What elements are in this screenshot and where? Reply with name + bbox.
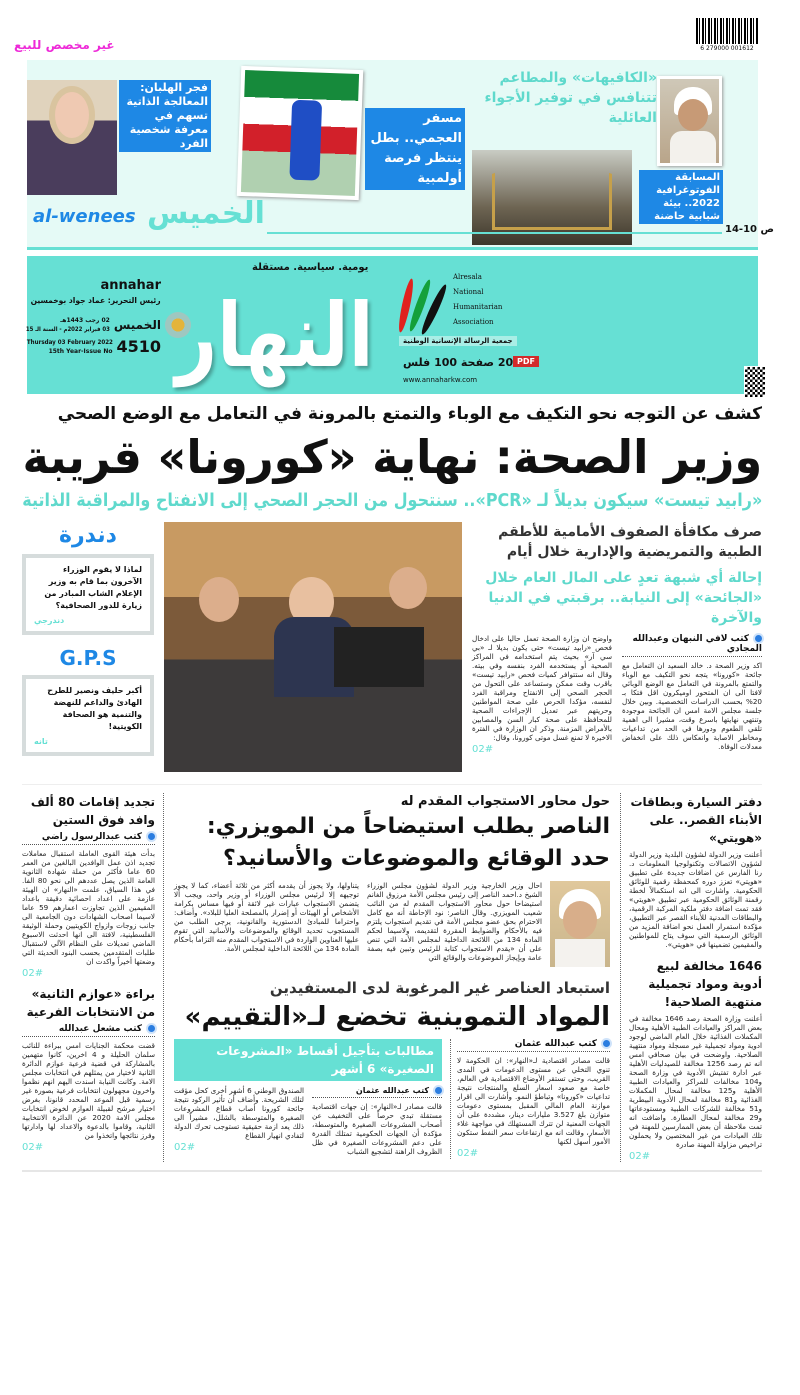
nasser-body-col1: احال وزير الخارجية وزير الدولة لشؤون مجلس الوزراء الشيخ د.احمد الناصر إلى رئيس مجلس الأمة مرزوق الغانم استيضاحا حول محاور الاستجواب المقدم له من النائب شعيب المويزري. وقال الناصر: نود الإحاطة أنه مع كامل الاحترام بحق عضو مجلس الأمة في تقديم استجواب يلتزم فيه بالأحكام والضوابط المقررة لتقديمه، ولاسيما لحكم المادة 134 من اللائحة الداخلية لمجلس الأمة التي تنص على أن «يقدم الاستجواب كتابة للرئيس وتبين فيه بصفة عامة وبإيجاز الموضوعات والوقائع التي (367, 881, 542, 962)
lead-body-col2: واوضح ان وزارة الصحة تعمل حاليا على ادخال فحص «رابيد تيست» حتى يكون بديلا لـ «بي سي آر» بحيث يتم استخدامه في المراكز الصحية أو يستخدمه الفرد بنفسه وفي بيته. وقال انه ستتوافر كميات فحص «رابيد تيست» باقرب وقت ممكن وستساعد على التحول من الحجر الصحي إلى الانفتاح ومراقبة الفرد لنفسه، مؤكدا الحرص على صحة المواطنين وحريتهم عبر تعديل الإجراءات الصحية للمحافظة على صحة كبار السن والمصابين بالأمراض المزمنة. وذكر ان الوزارة في الفترة الاخيرة لا تمنع غسل موتى كورونا، وقال: (472, 634, 612, 742)
bullet-icon (755, 635, 762, 642)
sme-body-col2: الصندوق الوطني 6 أشهر أخرى كحل مؤقت لتلك الشريحة. وأضاف أن تأثير الركود نتيجة جائحة كورونا أصاب قطاع المشروعات الصغيرة والمتوسطة بالشلل، مشيراً الى ذلك يعد ازمة حقيقية تستوجب تحرك الدولة لتفادي انهيار القطاع (174, 1086, 305, 1140)
left-byline-2: كتب مشعل عبدالله (22, 1024, 155, 1037)
pdf-button[interactable]: PDF (513, 356, 539, 367)
center-news-column (174, 793, 610, 1162)
year-issue-en: 15th Year-Issue No (48, 347, 113, 355)
supp-headline-cafes[interactable]: «الكافيهات» والمطاعم تتنافس في توفير الأجواء العائلية (484, 70, 657, 126)
lead-subhead: «رابيد تيست» سيكون بديلاً لـ «PCR».. سنتحول من الحجر الصحي إلى الانفتاح والمراقبة الذاتية (22, 490, 762, 511)
lead-body-col1: اكد وزير الصحة د. خالد السعيد ان التعامل مع جائحة «كورونا» يتجه نحو التكيف مع الوباء والتمتع بالمرونة في التعامل مع الوضع الوبائي لافتا الى ان المتحور اوميكرون اقل فتكا بـ 20% بحسب الدراسات التخصصية. وبين خلال جلسة مجلس الامة امس ان الجائحة موجودة وتنتهي نهايتها باسرع وقت، مشيرا الى اهمية تلقي الطعوم ودورها في الحد من تداعيات ومخاطر الاصابة وانعكاس ذلك على انخفاض معدلات الوفاة. (622, 661, 762, 751)
barcode-bars-icon (696, 18, 758, 44)
right-news-column (620, 793, 762, 1162)
bullet-icon (435, 1087, 442, 1094)
left-body-2: قضت محكمة الجنايات امس ببراءة للنائب سلمان الحليلة و 4 اخرين، كانوا متهمين بالمشاركة في قضية فرعية عوازم الدائرة الثانية لاختيار من يمثلهم في انتخابات مجلس الامة. وكانت النيابة اسندت اليهم انهم نظموا واخرون مجهولون انتخابات فرعية بصورة غير رسمية قبل الموعد المحدد قانونا، بغرض اختيار مرشح لقبيلة العوازم لخوض انتخابات مجلس الامة 2020 عن الدائرة الانتخابية الثانية، وقاموا بالدعوة والاعداد لها وادارتها وفرز نتائجها واتخذوا من (22, 1041, 156, 1140)
editor-in-chief: رئيس التحرير: عماد جواد بوخمسين (30, 296, 161, 305)
dandara-title: دندرة (59, 523, 117, 548)
left-byline-1: كتب عبدالرسول راضي (22, 832, 155, 845)
content-flow (22, 402, 762, 1172)
barcode-number: 6 279000 001612 (696, 44, 758, 53)
day-ar: الخميس (113, 318, 161, 332)
nasser-body-col2: يتناولها، ولا يجوز أن يقدمه أكثر من ثلاثة أعضاء، كما لا يجوز توجيهه إلا لرئيس مجلس الوزراء أو وزير واحد، ويجب ألا يتضمن الاستجواب عبارات غير لائقة أو فيها مساس بكرامة الأشخاص أو الهيئات أو إضرار بالمصلحة العليا للبلاد». وأضاف: واحتراما للمبادئ الدستورية والقانونية، يرجى الطلب من المستجوب تحديد الوقائع والموضوعات والأسانيد التي تقوم عليها العناوين الواردة في الاستجواب المقدم منه التزاما بأحكام المادة 134 من اللائحة الداخلية لمجلس الأمة. (174, 881, 359, 953)
supp-caption-presenter[interactable]: فجر الهلبان: المعالجة الذاتية تسهم في معرفة شخصية الفرد (119, 80, 211, 154)
association-name-ar: جمعية الرسالة الإنسانية الوطنية (399, 336, 517, 346)
pages-price: 20 صفحة 100 فلس (403, 356, 514, 369)
left-news-column (22, 793, 164, 1162)
lead-byline: كتب لافي النبهان وعبدالله المجادي (622, 634, 762, 657)
right-headline-1[interactable]: دفتر السيارة وبطاقات الأبناء القصر.. على «هويتي» (630, 795, 762, 845)
barcode (696, 18, 758, 56)
presenter-photo (27, 80, 117, 195)
right-ref[interactable]: 02# (629, 1151, 651, 1162)
masthead (27, 256, 758, 394)
newspaper-logo: النهار (175, 284, 374, 387)
supplement-name-ar: الخميس (147, 196, 265, 231)
hijri-date: 02 رجب 1443هـ (60, 317, 110, 324)
athlete-photo (237, 66, 363, 200)
supply-headline[interactable]: المواد التموينية تخضع لـ«التقييم» (184, 1002, 610, 1032)
supplement-rule (267, 232, 722, 234)
gregorian-date-ar: 03 فبراير 2022م - السنة الـ 15 (25, 326, 110, 333)
sme-headline-box[interactable]: مطالبات بتأجيل أقساط «المشروعات الصغيرة» 6 أشهر (174, 1039, 442, 1081)
date-en: Thursday 03 February 2022 (26, 338, 113, 346)
left-headline-1[interactable]: تجديد إقامات 80 ألف وافد فوق الستين (30, 795, 155, 827)
supplement-pages: ص 10-14 (725, 224, 774, 235)
name-en: annahar (100, 278, 161, 293)
lead-side-headline-1[interactable]: صرف مكافأة الصفوف الأمامية للأطقم الطبية والتمريضية والإدارية خلال أيام (498, 524, 762, 560)
issue-number: 4510 (116, 337, 161, 356)
minister-photo (550, 881, 610, 967)
not-for-sale-label: غير مخصص للبيع (14, 38, 115, 52)
supp-caption-athlete[interactable]: مسفر العجمي.. بطل ينتظر فرصة أولمبية (365, 108, 465, 192)
opinion-column (22, 522, 154, 772)
supplement-banner[interactable] (27, 60, 774, 250)
tagline: يومية. سياسية. مستقلة (252, 262, 369, 273)
bullet-icon (603, 1040, 610, 1047)
left-headline-2[interactable]: براءة «عوازم الثانية» من الانتخابات الفرعية (26, 987, 155, 1019)
left-ref-1[interactable]: 02# (22, 968, 44, 979)
lead-section (22, 522, 762, 772)
lead-continued-ref[interactable]: 02# (472, 744, 494, 755)
masthead-info-block (25, 278, 161, 356)
lower-section (22, 784, 762, 1162)
lead-headline[interactable]: وزير الصحة: نهاية «كورونا» قريبة (22, 430, 762, 484)
cafe-photo (472, 150, 632, 245)
page-bottom-rule (22, 1170, 762, 1172)
bullet-icon (148, 833, 155, 840)
lead-text-column (472, 522, 762, 772)
lead-side-headline-2[interactable]: إحالة أي شبهة تعدٍ على المال العام خلال «الجائحة» إلى النيابة.. برقبتي في الدنيا والآخرة (485, 570, 762, 626)
left-ref-2[interactable]: 02# (22, 1142, 44, 1153)
person-photo (657, 76, 722, 166)
alresala-logo-icon (402, 268, 450, 338)
association-name-en: Alresala National Humanitarian Association (453, 273, 503, 326)
supply-ref[interactable]: 02# (457, 1148, 479, 1159)
gps-box: أكبر حليف ونصير للطرح الهادئ والداعم للنهضة والتنمية هو الصحافة الكويتية! تانه (22, 675, 154, 756)
gps-title: G.P.S (59, 646, 117, 670)
supply-kicker: استبعاد العناصر غير المرغوبة لدى المستفيدين (269, 979, 610, 997)
supply-byline: كتب عبدالله عثمان (457, 1039, 610, 1052)
supply-body: قالت مصادر اقتصادية لـ«النهار»: ان الحكومة لا تنوي التخلي عن مستوى الدعومات في المدى القريب، وحتى تستقر الأوضاع الاقتصادية في العالم، خاصة مع صعود اسعار السلع والمنتجات نتيجة تداعيات «كورونا» وتباطؤ النمو. وأشارت الى اقرار موازنة العام المالي المقبل بمستوى دعومات متوازن بلغ 3.527 مليارات دينار، مشددة على أن الجهات المعنية لن تترك المستهلك في مواجهة غلاء الأسعار، وقالت انه مع ارتفاعات سعر النفط ستكون الأمور أسهل لكنها (457, 1056, 610, 1146)
right-body-1: أعلنت وزير الدولة لشؤون البلدية وزير الدولة لشؤون الاتصالات وتكنولوجيا المعلومات د. رنا الفارس عن اضافات جديدة على تطبيق «هويتي» تعزز دوره كمحفظة رقمية للوثائق الحكومية. واشارت الى انه استكمالاً لخطة رقمنة الوثائق الحكومية عبر تطبيق «هويتي» فقد تمت اضافة دفتر ملكية المركبة الرقمية، والبطاقات المدنية للأبناء القصر عبر التطبيق، مؤكدة استمرار العمل نحو اضافة المزيد من الوثائق الرسمية التي سوف يتاح للمواطنين والمقيمين تضمينها في «هويتي». (629, 850, 762, 949)
qr-code-icon[interactable] (744, 366, 766, 398)
supp-caption-photo-contest[interactable]: المسابقة الفوتوغرافية 2022.. بيئة شبابية حاضنة (639, 170, 723, 226)
supplement-name-en: al-wenees (33, 206, 136, 227)
right-body-2: أعلنت وزارة الصحة رصد 1646 مخالفة في بعض المراكز والعيادات الطبية الأهلية ومحال المكملات الغذائية خلال العام الماضي لوجود ادوية ومواد تجميلية غير مسجلة ومواد منتهية الصلاحية. واوضحت في بيان صحافي امس انه تم رصد 1256 مخالفة للصيدليات الأهلية عبر ادارة تفتيش الأدوية في وزارة الصحة و104 مخالفات للمراكز والعيادات الطبية الأهلية و125 مخالفة لمحال المكملات الغذائية و81 مخالفة لمحال الأدوية البيطرية و51 مخالفة للشركات الطبية ومستودعاتها و29 مخالفة لمحال العطارة. واضافت انه تمت ملاحظة أن بعض الممارسين للمهنة في تلك العيادات من غير المختصين ولا يحملون تراخيص مزاولة المهنة صادرة (629, 1014, 763, 1149)
nasser-headline[interactable]: الناصر يطلب استيضاحاً من المويزري: حدد الوقائع والموضوعات والأسانيد؟ (206, 814, 610, 871)
sme-body-col1: قالت مصادر لـ«النهار»: إن جهات اقتصادية مستقلة تبدي حرصاً على التخفيف عن أصحاب المشروعات الصغيرة والمتوسطة، مؤكدة أن الجهات الحكومية تمتلك القدرة على دعم المشروعات الصغيرة في ظل الظروف الراهنة لتشجيع الشباب (312, 1102, 442, 1156)
lead-kicker: كشف عن التوجه نحو التكيف مع الوباء والتمتع بالمرونة في التعامل مع الوضع الصحي (57, 404, 762, 424)
dandara-box: لماذا لا يقوم الوزراء الآخرون بما قام به وزير الإعلام الشاب المبادر من زيارة للدور الصحافية؟ دندرجي (22, 554, 154, 635)
website[interactable]: www.annaharkw.com (403, 376, 478, 384)
bullet-icon (148, 1025, 155, 1032)
sme-ref[interactable]: 02# (174, 1142, 196, 1153)
left-body-1: بدأت هيئة القوى العاملة استقبال معاملات تجديد اذن عمل الوافدين البالغين من العمر 60 عاما فأكثر من حملة شهادة الثانوية العامة الذين يصل عددهم الى نحو 80 الفا. في هذا السياق، علمت «النهار» ان الهيئة عازمة على اعداد احصائية دقيقة باعداد المقيمين الذين تجاوزت اعمارهم 59 عاما لاسيما اصحاب الشهادات دون الجامعية الى جانب زوجات وازواج الكويتيين وحملة الوثيقة الفلسطينية، لافتة الى انها احدثت الاسبوع الماضي تعديلات على النظام الآلي لاستقبال طلبات المتقدمين بحسب البنود الحديثة التي وضعتها أخيراً واكدت ان (22, 849, 155, 966)
sme-byline: كتب عبدالله عثمان (312, 1086, 442, 1098)
nasser-kicker: حول محاور الاستجواب المقدم له (400, 794, 610, 809)
parliament-photo (164, 522, 462, 772)
right-headline-2[interactable]: 1646 مخالفة لبيع أدوية ومواد تجميلية منتهية الصلاحية! (648, 959, 762, 1009)
